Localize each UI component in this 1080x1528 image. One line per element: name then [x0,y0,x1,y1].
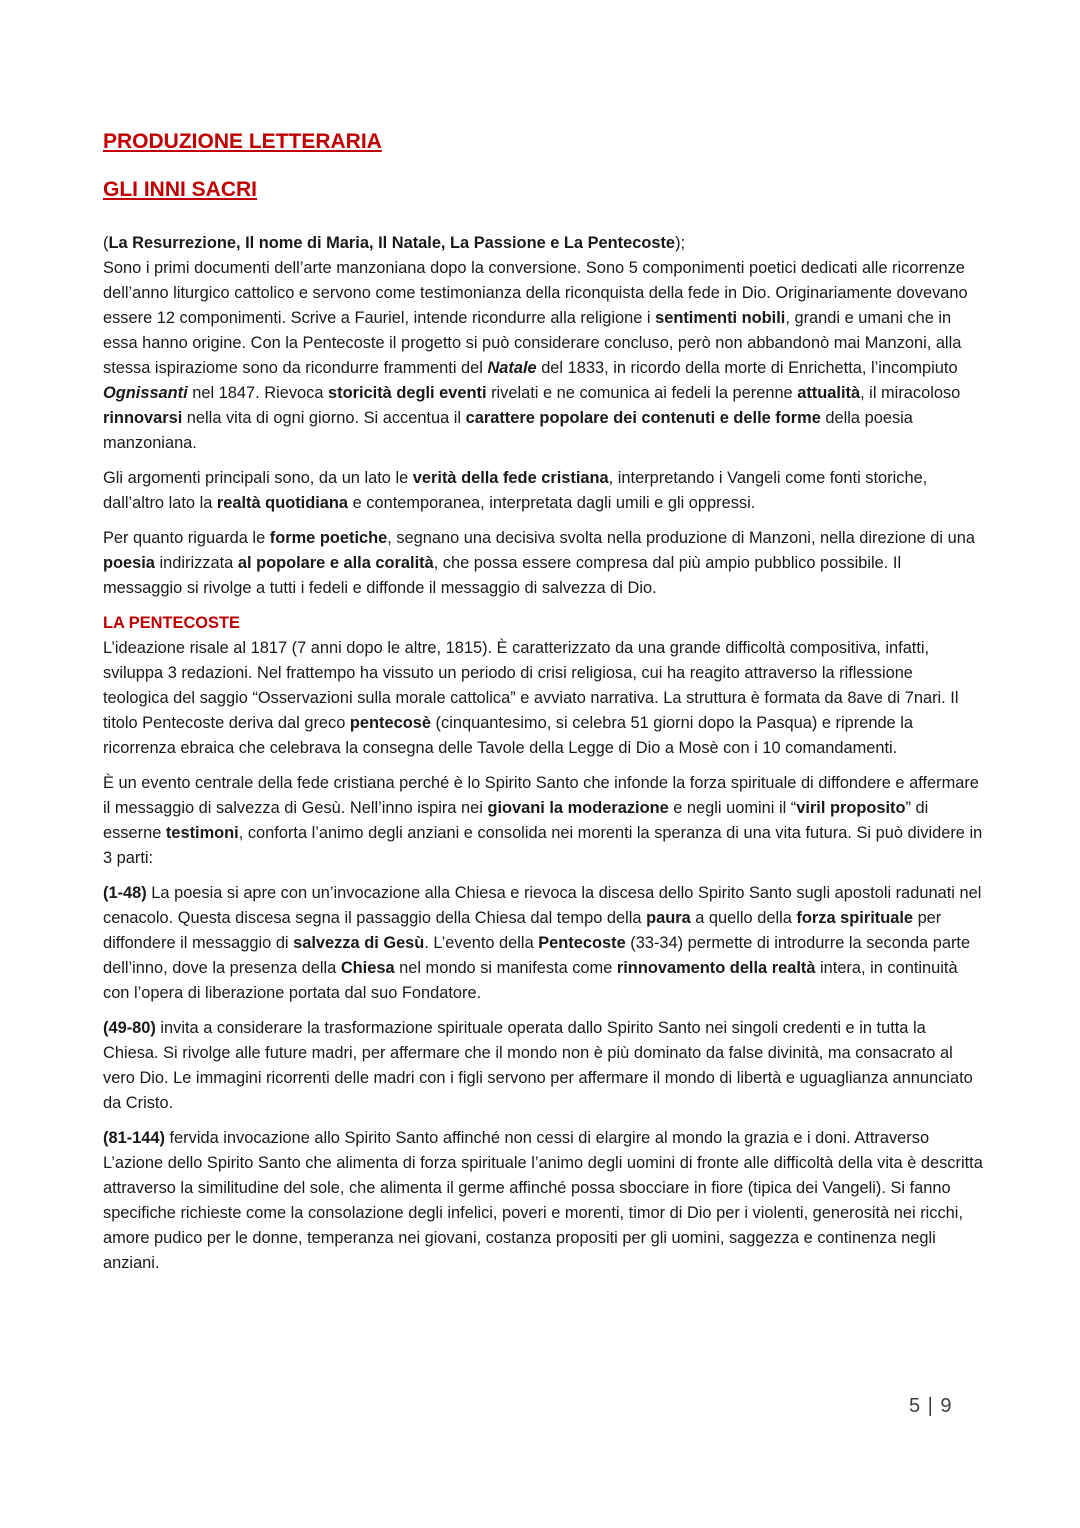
paragraph-evento [103,771,983,871]
p_intro-run: sentimenti nobili [655,309,786,327]
page-content [103,127,983,1286]
p_intro-run: rivelati e ne comunica ai fedeli la perenne [486,384,798,402]
paragraph-intro [103,256,983,456]
p_parte2-run: (49-80) [103,1019,156,1037]
subsection-title: GLI INNI SACRI [103,178,258,201]
p_parte1-run: rinnovamento della realtà [616,959,816,977]
paragraph-parte-2 [103,1016,983,1116]
p_forme-run: indirizzata [154,554,238,572]
p_forme-run: , segnano una decisiva svolta nella produzione di Manzoni, nella direzione di una [387,529,975,547]
p_intro-run: rinnovarsi [103,409,183,427]
p_parte1-run: Pentecoste [538,934,626,952]
p_ideazione-run: (cinquantesimo, si celebra 51 giorni dopo la Pasqua) e riprende la ricorrenza ebraica che celebrava la consegna delle Tavole della Legge di Dio a Mosè con i 10 comandamenti. [103,714,913,757]
p_intro-run: attualità [797,384,861,402]
p_forme-run: poesia [103,554,155,572]
p_parte3-run: (81-144) [103,1129,165,1147]
p_evento-run: giovani la moderazione [487,799,669,817]
p_evento-run: , conforta l’animo degli anziani e consolida nei morenti la speranza di una vita futura. Si può dividere in 3 parti: [103,824,983,867]
p_forme-run: forme poetiche [269,529,388,547]
p_parte1-run: Chiesa [340,959,395,977]
section-title: PRODUZIONE LETTERARIA [103,130,382,153]
p_titles-run: ); [675,234,686,252]
paragraph-titles [103,231,983,256]
p_intro-run: , il miracoloso [860,384,961,402]
p_parte1-run: salvezza di Gesù [293,934,425,952]
p_parte1-run: per diffondere il messaggio di [103,909,942,952]
p_forme-run: Per quanto riguarda le [103,529,270,547]
p_intro-run: Sono i primi documenti dell’arte manzoniana dopo la conversione. Sono 5 componimenti poetici dedicati alle ricorrenze dell’anno liturgico cattolico e servono come testimonianza della riconquista della fede in Dio. Originariamente dovevano essere 12 componimenti. Scrive a Fauriel, intende ricondurre alla religione i [103,259,968,327]
p_evento-run: È un evento centrale della fede cristiana perché è lo Spirito Santo che infonde la forza spirituale di diffondere e affermare il messaggio di salvezza di Gesù. Nell’inno ispira nei [103,774,979,817]
p_evento-run: e negli uomini il “ [668,799,797,817]
p_parte1-run: (33-34) permette di introdurre la seconda parte dell’inno, dove la presenza della [103,934,971,977]
p_parte1-run: nel mondo si manifesta come [394,959,617,977]
p_intro-run: Ognissanti [103,384,188,402]
p_intro-run: carattere popolare dei contenuti e delle forme [465,409,821,427]
p_argomenti-run: , interpretando i Vangeli come fonti storiche, dall’altro lato la [103,469,928,512]
p_parte1-run: La poesia si apre con un’invocazione alla Chiesa e rievoca la discesa dello Spirito Santo sugli apostoli radunati nel cenacolo. Questa discesa segna il passaggio della Chiesa dal tempo della [103,884,982,927]
p_evento-run: testimoni [165,824,239,842]
pentecoste-heading: LA PENTECOSTE [103,614,240,632]
paragraph-ideazione [103,636,983,761]
paragraph-argomenti [103,466,983,516]
p_parte1-run: intera, in continuità con l’opera di liberazione portata dal suo Fondatore. [103,959,958,1002]
p_titles-run: La Resurrezione, Il nome di Maria, Il Natale, La Passione e La Pentecoste [108,234,676,252]
p_parte2-run: invita a considerare la trasformazione spirituale operata dallo Spirito Santo nei singoli credenti e in tutta la Chiesa. Si rivolge alle future madri, per affermare che il mondo non è più dominato da false divinità, ma consacrato al vero Dio. Le immagini ricorrenti delle madri con i figli servono per affermare il mondo di libertà e uguaglianza annunciato da Cristo. [103,1019,973,1112]
p_parte1-run: . L’evento della [424,934,539,952]
p_intro-run: Natale [487,359,537,377]
p_ideazione-run: L’ideazione risale al 1817 (7 anni dopo le altre, 1815). È caratterizzato da una grande difficoltà compositiva, infatti, sviluppa 3 redazioni. Nel frattempo ha vissuto un periodo di crisi religiosa, cui ha reagito attraverso la riflessione teologica del saggio “Osservazioni sulla morale cattolica” e avviato narrativa. La struttura è formata da 8ave di 7nari. Il titolo Pentecoste deriva dal greco [103,639,959,732]
p_parte3-run: fervida invocazione allo Spirito Santo affinché non cessi di elargire al mondo la grazia e i doni. Attraverso L’azione dello Spirito Santo che alimenta di forza spirituale l’animo degli uomini di fronte alle difficoltà della vita è descritta attraverso la similitudine del sole, che alimenta il germe affinché possa sbocciare in fiore (tipica dei Vangeli). Si fanno specifiche richieste come la consolazione degli infelici, poveri e morenti, timor di Dio per i violenti, generosità nei ricchi, amore pudico per le donne, temperanza nei giovani, costanza propositi per gli uomini, saggezza e continenza negli anziani. [103,1129,983,1272]
p_intro-run: nel 1847. Rievoca [187,384,329,402]
paragraph-forme [103,526,983,601]
p_parte1-run: forza spirituale [796,909,914,927]
p_argomenti-run: e contemporanea, interpretata dagli umili e gli oppressi. [348,494,756,512]
p_argomenti-run: Gli argomenti principali sono, da un lato le [103,469,413,487]
p_parte1-run: a quello della [690,909,797,927]
p_parte1-run: (1-48) [103,884,147,902]
p_evento-run: ” di esserne [103,799,929,842]
paragraph-parte-3 [103,1126,983,1276]
p_parte1-run: paura [646,909,691,927]
p_evento-run: viril proposito [796,799,906,817]
p_argomenti-run: realtà quotidiana [216,494,349,512]
p_forme-run: , che possa essere compresa dal più ampio pubblico possibile. Il messaggio si rivolge a tutti i fedeli e diffonde il messaggio di salvezza di Dio. [103,554,902,597]
p_argomenti-run: verità della fede cristiana [412,469,609,487]
p_intro-run: della poesia manzoniana. [103,409,913,452]
paragraph-parte-1 [103,881,983,1006]
p_intro-run: , grandi e umani che in essa hanno origine. Con la Pentecoste il progetto si può considerare concluso, però non abbandonò mai Manzoni, alla stessa ispiraziome sono da ricondurre frammenti del [103,309,962,377]
p_forme-run: al popolare e alla coralità [237,554,434,572]
p_intro-run: nella vita di ogni giorno. Si accentua il [182,409,466,427]
p_intro-run: del 1833, in ricordo della morte di Enrichetta, l’incompiuto [536,359,958,377]
page-number: 5 | 9 [909,1395,953,1417]
p_intro-run: storicità degli eventi [328,384,487,402]
p_titles-run: ( [103,234,109,252]
p_ideazione-run: pentecosè [349,714,431,732]
